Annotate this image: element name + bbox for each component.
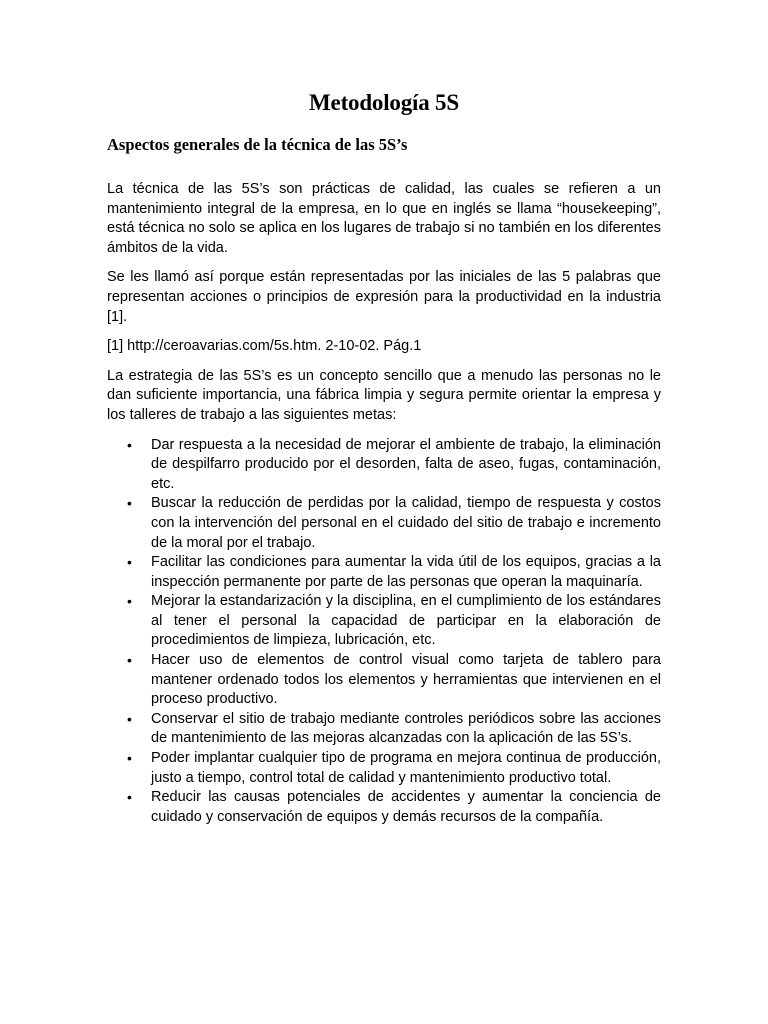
- list-item-text: Poder implantar cualquier tipo de programa en mejora continua de producción, justo a tiempo, control total de calidad y mantenimiento productivo total.: [151, 750, 661, 786]
- list-item-text: Mejorar la estandarización y la disciplina, en el cumplimiento de los estándares al tener el personal la capacidad de participar en la elaboración de procedimientos de limpieza, lubricación, etc.: [151, 593, 661, 649]
- goals-list: [107, 436, 661, 828]
- bullet-icon: •: [127, 436, 132, 453]
- list-item: [107, 710, 661, 749]
- list-item-text: Buscar la reducción de perdidas por la calidad, tiempo de respuesta y costos con la intervención del personal en el cuidado del sitio de trabajo e incremento de la moral por el trabajo.: [151, 495, 661, 551]
- reference-note: [1] http://ceroavarias.com/5s.htm. 2-10-02. Pág.1: [107, 338, 422, 355]
- strategy-paragraph: La estrategia de las 5S’s es un concepto sencillo que a menudo las personas no le dan suficiente importancia, una fábrica limpia y segura permite orientar la empresa y los talleres de trabajo a las siguientes metas:: [107, 367, 661, 423]
- bullet-icon: •: [127, 789, 132, 806]
- list-item: [107, 749, 661, 788]
- list-item: [107, 788, 661, 827]
- bullet-icon: •: [127, 652, 132, 669]
- document-page: [107, 88, 661, 827]
- naming-paragraph: Se les llamó así porque están representadas por las iniciales de las 5 palabras que representan acciones o principios de expresión para la productividad en la industria [1].: [107, 269, 661, 325]
- list-item: [107, 436, 661, 495]
- bullet-icon: •: [127, 710, 132, 727]
- list-item-text: Hacer uso de elementos de control visual como tarjeta de tablero para mantener ordenado todos los elementos y herramientas que intervienen en el proceso productivo.: [151, 652, 661, 708]
- list-item: [107, 651, 661, 710]
- list-item-text: Dar respuesta a la necesidad de mejorar el ambiente de trabajo, la eliminación de despilfarro producido por el desorden, falta de aseo, fugas, contaminación, etc.: [151, 436, 661, 492]
- bullet-icon: •: [127, 593, 132, 610]
- bullet-icon: •: [127, 495, 132, 512]
- list-item: [107, 553, 661, 592]
- intro-paragraph: La técnica de las 5S’s son prácticas de calidad, las cuales se refieren a un mantenimiento integral de la empresa, en lo que en inglés se llama “housekeeping”, está técnica no solo se aplica en los lugares de trabajo si no también en los diferentes ámbitos de la vida.: [107, 181, 661, 256]
- document-title: Metodología 5S: [309, 90, 459, 115]
- list-item: [107, 592, 661, 651]
- section-heading: Aspectos generales de la técnica de las 5S’s: [107, 135, 408, 154]
- list-item-text: Conservar el sitio de trabajo mediante controles periódicos sobre las acciones de mantenimiento de las mejoras alcanzadas con la aplicación de las 5S’s.: [151, 710, 661, 747]
- bullet-icon: •: [127, 750, 132, 767]
- bullet-icon: •: [127, 554, 132, 571]
- list-item: [107, 494, 661, 553]
- list-item-text: Facilitar las condiciones para aumentar la vida útil de los equipos, gracias a la inspección permanente por parte de las personas que operan la maquinaría.: [151, 554, 661, 590]
- list-item-text: Reducir las causas potenciales de accidentes y aumentar la conciencia de cuidado y conservación de equipos y demás recursos de la compañía.: [151, 789, 661, 825]
